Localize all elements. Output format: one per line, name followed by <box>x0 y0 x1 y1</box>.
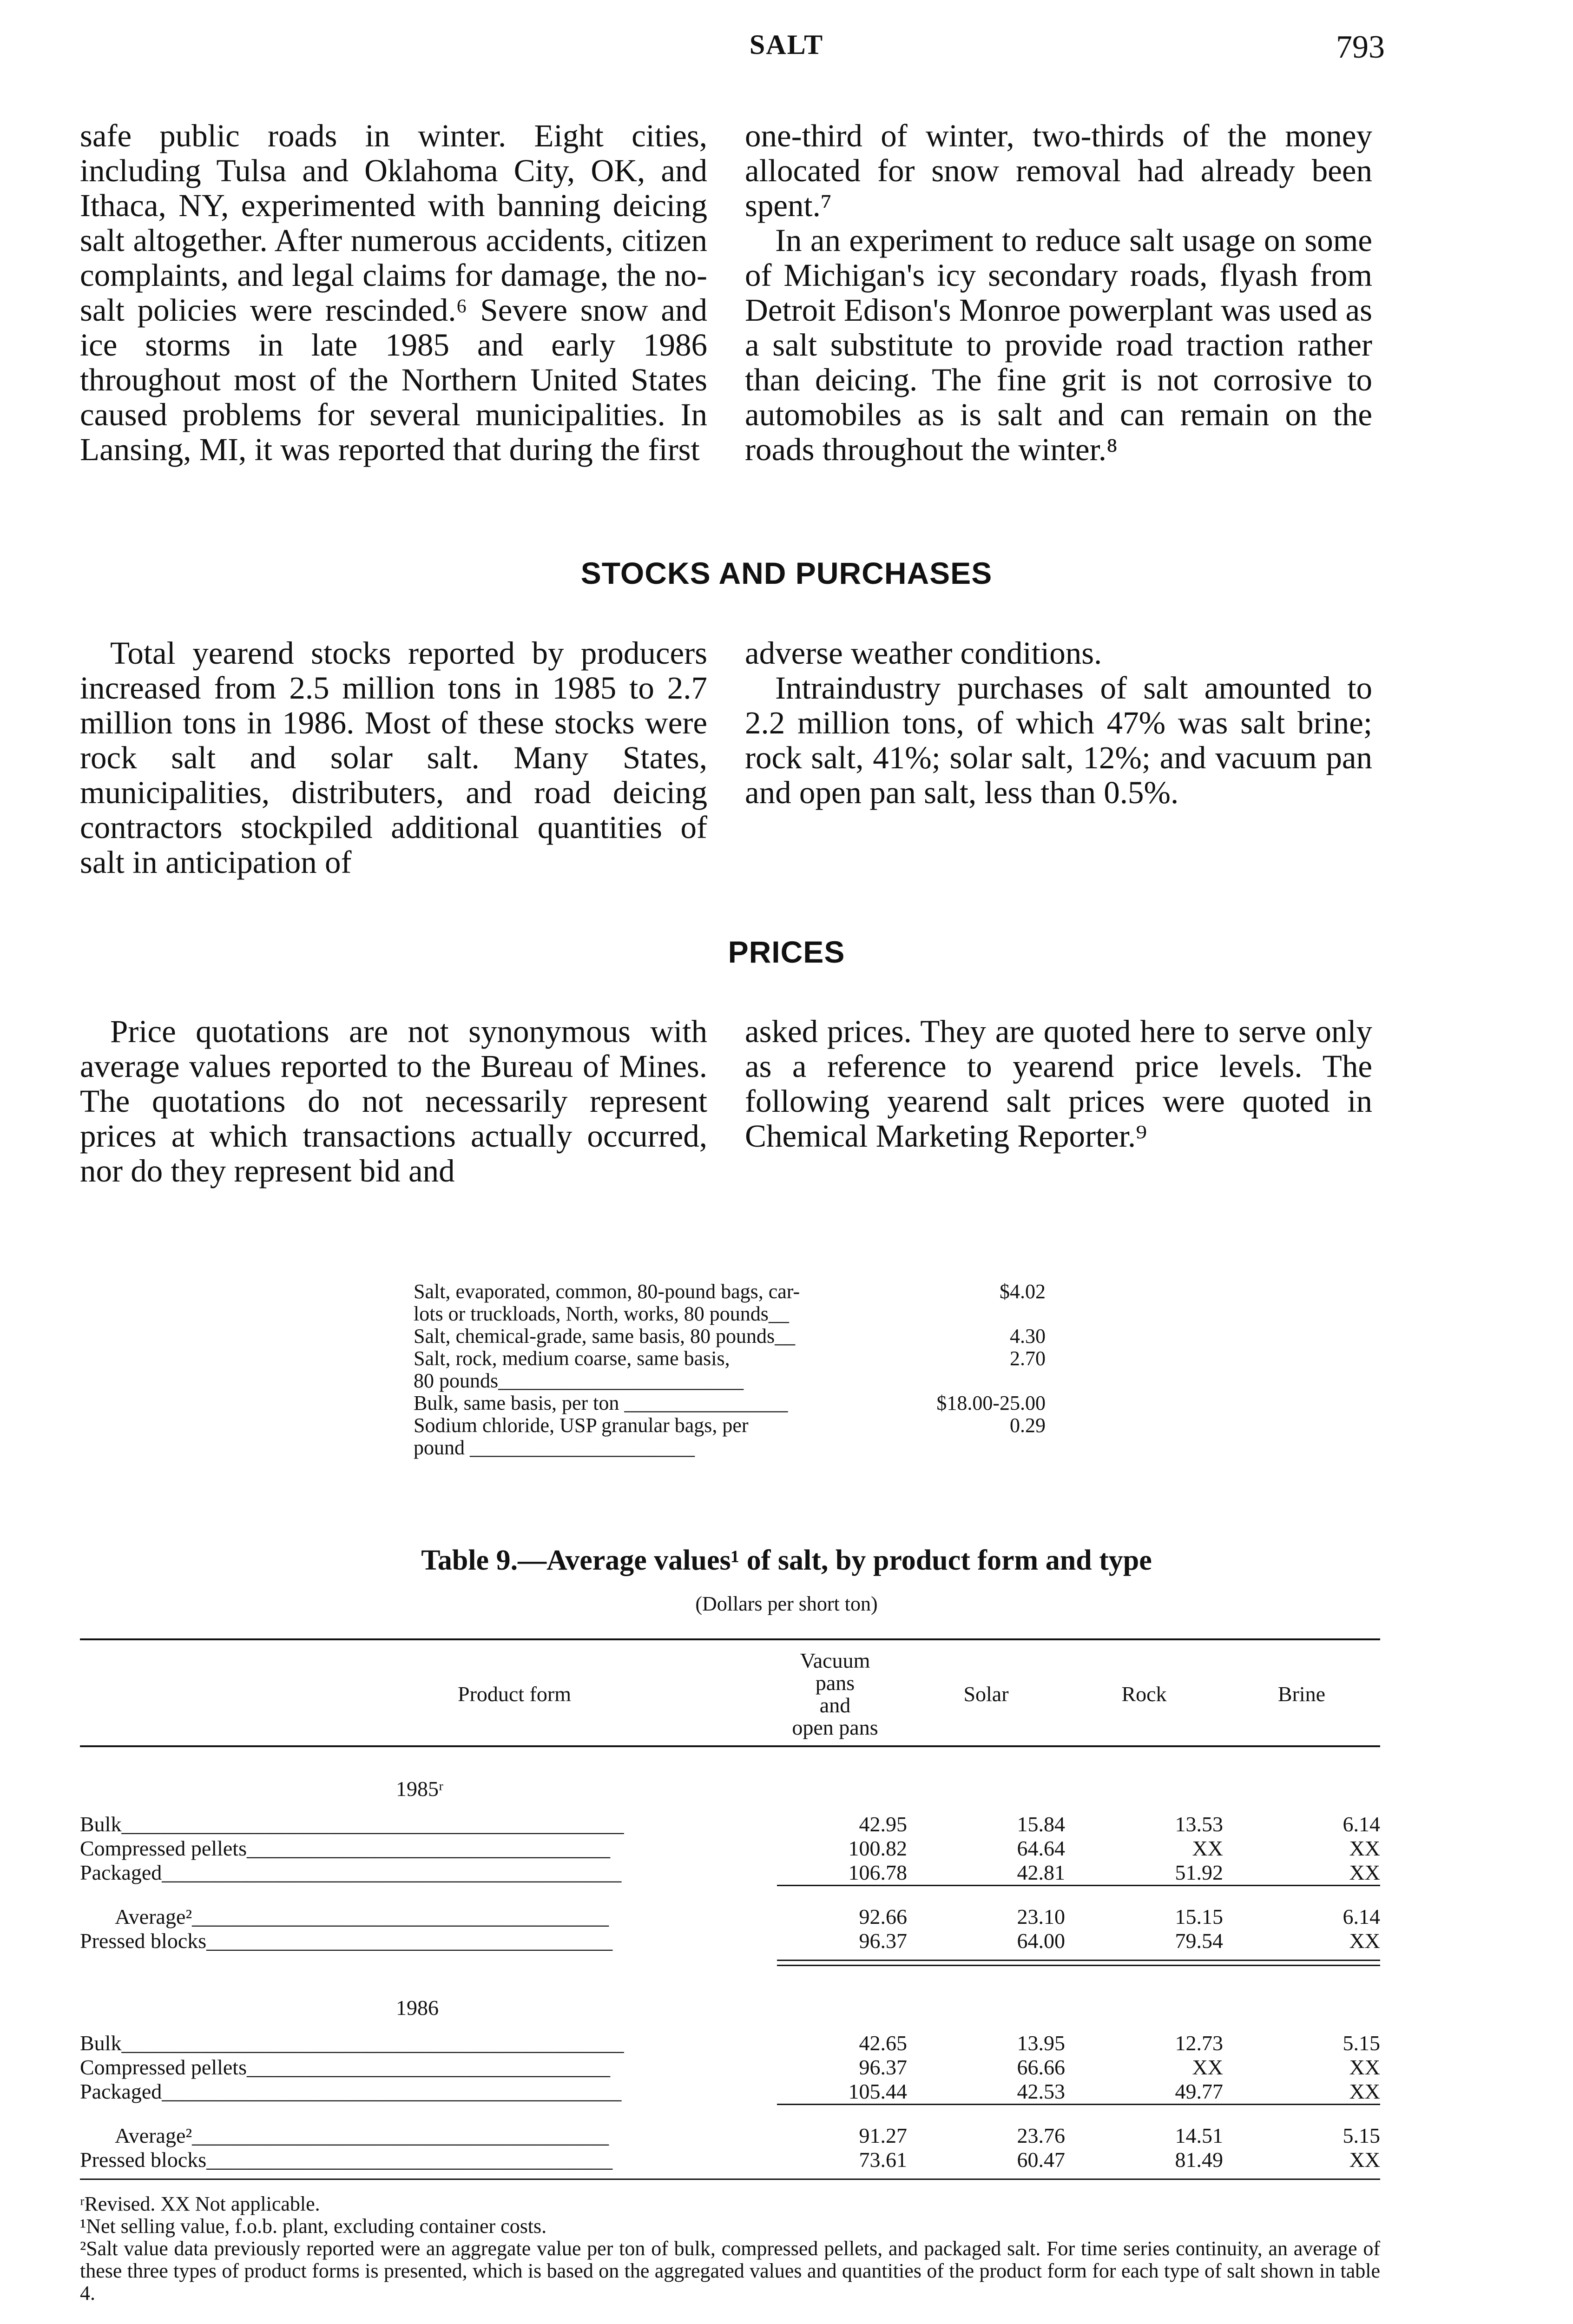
row-label: Bulk_______________________________________________ <box>80 1812 624 1836</box>
table-top-rule <box>80 1638 1380 1640</box>
stocks-heading: STOCKS AND PURCHASES <box>580 556 993 590</box>
cell-rock: 14.51 <box>1175 2124 1223 2147</box>
table-row <box>80 1861 1380 1885</box>
price-item-description: Salt, rock, medium coarse, same basis, 80 pounds________________________ <box>414 1347 744 1392</box>
cell-brine: XX <box>1349 1836 1380 1860</box>
running-title: SALT <box>749 29 824 60</box>
price-item-description: Sodium chloride, USP granular bags, per pound ______________________ <box>414 1414 749 1459</box>
cell-solar: 23.76 <box>1017 2124 1065 2147</box>
subtotal-rule <box>80 1885 1380 1886</box>
cell-rock: 81.49 <box>1175 2148 1223 2172</box>
cell-solar: 13.95 <box>1017 2031 1065 2055</box>
column-header-rock: Rock <box>1121 1682 1167 1706</box>
table-row <box>80 1812 1380 1836</box>
row-label: Packaged___________________________________________ <box>80 1861 622 1884</box>
cell-vacuum: 42.65 <box>859 2031 907 2055</box>
row-label: Packaged___________________________________________ <box>80 2080 622 2103</box>
cell-vacuum: 106.78 <box>848 1861 907 1884</box>
cell-rock: 51.92 <box>1175 1861 1223 1884</box>
year-heading-1986: 1986 <box>396 1996 439 2020</box>
cell-brine: XX <box>1349 1929 1380 1953</box>
cell-rock: 15.15 <box>1175 1905 1223 1928</box>
cell-brine: 5.15 <box>1343 2124 1380 2147</box>
price-item <box>414 1325 1046 1347</box>
table-title: Table 9.—Average values¹ of salt, by product form and type <box>421 1545 1152 1576</box>
column-header-solar: Solar <box>963 1682 1009 1706</box>
row-label: Compressed pellets__________________________________ <box>80 2055 610 2079</box>
footnote-2: ²Salt value data previously reported were an aggregate value per ton of bulk, compressed pellets, and packaged salt. For time series continuity, an average of these three types of product forms is presented, which is based on the aggregated values and quantities of the product form for each type of salt shown in table 4. <box>80 2237 1380 2304</box>
intro-left-paragraph: safe public roads in winter. Eight cities, including Tulsa and Oklahoma City, OK, and Ithaca, NY, experimented with banning deicing salt altogether. After numerous accidents, citizen complaints, and legal claims for damage, the no-salt policies were rescinded.⁶ Severe snow and ice storms in late 1985 and early 1986 throughout most of the Northern United States caused problems for several municipalities. In Lansing, MI, it was reported that during the first <box>80 118 707 467</box>
stocks-left-paragraph: Total yearend stocks reported by producers increased from 2.5 million tons in 1985 to 2.7 million tons in 1986. Most of these stocks were rock salt and solar salt. Many States, municipalities, distributers, and road deicing contractors stockpiled additional quantities of salt in anticipation of <box>80 635 707 880</box>
cell-vacuum: 96.37 <box>859 1929 907 1953</box>
cell-brine: XX <box>1349 2080 1380 2103</box>
year-heading-1985: 1985ʳ <box>396 1777 443 1801</box>
stocks-left-column <box>80 636 707 880</box>
table-row <box>80 1836 1380 1861</box>
cell-vacuum: 42.95 <box>859 1812 907 1836</box>
table-9 <box>80 1638 1380 2180</box>
cell-solar: 64.00 <box>1017 1929 1065 1953</box>
prices-heading: PRICES <box>728 935 845 969</box>
table-row-average <box>80 1905 1380 1929</box>
cell-brine: 6.14 <box>1343 1812 1380 1836</box>
intro-right-paragraph-2: In an experiment to reduce salt usage on some of Michigan's icy secondary roads, flyash from Detroit Edison's Monroe powerplant was used as a salt substitute to provide road traction rather than deicing. The fine grit is not corrosive to automobiles as is salt and can remain on the roads throughout the winter.⁸ <box>745 223 1373 467</box>
table-row-pressed-blocks <box>80 1929 1380 1953</box>
cell-brine: XX <box>1349 2148 1380 2172</box>
cell-solar: 42.53 <box>1017 2080 1065 2103</box>
table-row <box>80 2080 1380 2104</box>
cell-vacuum: 73.61 <box>859 2148 907 2172</box>
column-header-brine: Brine <box>1277 1682 1326 1706</box>
cell-solar: 42.81 <box>1017 1861 1065 1884</box>
cell-rock: XX <box>1192 2055 1223 2079</box>
cell-vacuum: 100.82 <box>848 1836 907 1860</box>
row-label: Bulk_______________________________________________ <box>80 2031 624 2055</box>
prices-left-paragraph: Price quotations are not synonymous with average values reported to the Bureau of Mines. The quotations do not necessarily represent prices at which transactions actually occurred, nor do they represent bid and <box>80 1014 707 1188</box>
row-label: Pressed blocks______________________________________ <box>80 1929 613 1953</box>
stocks-right-paragraph-2: Intraindustry purchases of salt amounted to 2.2 million tons, of which 47% was salt brine; rock salt, 41%; solar salt, 12%; and vacuum pan and open pan salt, less than 0.5%. <box>745 670 1372 810</box>
table-row <box>80 2031 1380 2055</box>
table-header <box>80 1643 1380 1747</box>
price-list <box>414 1281 1046 1459</box>
intro-right-paragraph-1: one-third of winter, two-thirds of the money allocated for snow removal had already been spent.⁷ <box>745 118 1372 223</box>
cell-solar: 23.10 <box>1017 1905 1065 1928</box>
prices-left-column <box>80 1014 707 1188</box>
subtotal-rule <box>80 2104 1380 2105</box>
price-item-value: $18.00-25.00 <box>936 1392 1046 1414</box>
price-item <box>414 1392 1046 1414</box>
row-label: Pressed blocks______________________________________ <box>80 2148 613 2172</box>
table-row-average <box>80 2124 1380 2148</box>
cell-rock: XX <box>1192 1836 1223 1860</box>
price-item-value: 2.70 <box>1010 1347 1046 1370</box>
price-item-description: Salt, chemical-grade, same basis, 80 pounds__ <box>414 1325 796 1347</box>
cell-vacuum: 96.37 <box>859 2055 907 2079</box>
page-number: 793 <box>1336 29 1385 65</box>
cell-brine: 6.14 <box>1343 1905 1380 1928</box>
table-row <box>80 2055 1380 2080</box>
footnote-1: ¹Net selling value, f.o.b. plant, excluding container costs. <box>80 2215 547 2238</box>
footnote-revised: ʳRevised. XX Not applicable. <box>80 2192 320 2215</box>
cell-brine: XX <box>1349 1861 1380 1884</box>
cell-rock: 49.77 <box>1175 2080 1223 2103</box>
row-label: Compressed pellets__________________________________ <box>80 1836 610 1860</box>
cell-rock: 79.54 <box>1175 1929 1223 1953</box>
prices-right-paragraph: asked prices. They are quoted here to serve only as a reference to yearend price levels. The following yearend salt prices were quoted in Chemical Marketing Reporter.⁹ <box>745 1014 1372 1154</box>
prices-right-column <box>745 1014 1372 1154</box>
price-item-value: $4.02 <box>1000 1280 1046 1303</box>
stocks-right-column <box>745 636 1372 810</box>
cell-vacuum: 105.44 <box>848 2080 907 2103</box>
price-item <box>414 1347 1046 1392</box>
price-item <box>414 1281 1046 1325</box>
table-row-pressed-blocks <box>80 2148 1380 2172</box>
price-item-value: 0.29 <box>1010 1414 1046 1437</box>
cell-brine: XX <box>1349 2055 1380 2079</box>
price-item-description: Bulk, same basis, per ton ________________ <box>414 1392 788 1414</box>
column-header-vacuum-pans: Vacuum pans and open pans <box>792 1649 878 1739</box>
cell-vacuum: 92.66 <box>859 1905 907 1928</box>
row-label: Average²_______________________________________ <box>115 1905 609 1928</box>
section-double-rule <box>80 1960 1380 1966</box>
table-footnotes <box>80 2193 1380 2304</box>
cell-vacuum: 91.27 <box>859 2124 907 2147</box>
price-item-value: 4.30 <box>1010 1325 1046 1347</box>
cell-rock: 12.73 <box>1175 2031 1223 2055</box>
intro-right-column <box>745 119 1372 467</box>
intro-left-column <box>80 119 707 467</box>
cell-rock: 13.53 <box>1175 1812 1223 1836</box>
price-item-description: Salt, evaporated, common, 80-pound bags, car- lots or truckloads, North, works, 80 pounds__ <box>414 1280 800 1325</box>
cell-brine: 5.15 <box>1343 2031 1380 2055</box>
cell-solar: 64.64 <box>1017 1836 1065 1860</box>
cell-solar: 66.66 <box>1017 2055 1065 2079</box>
stocks-right-paragraph-1: adverse weather conditions. <box>745 635 1102 671</box>
cell-solar: 15.84 <box>1017 1812 1065 1836</box>
price-item <box>414 1414 1046 1459</box>
cell-solar: 60.47 <box>1017 2148 1065 2172</box>
row-label: Average²_______________________________________ <box>115 2124 609 2147</box>
table-bottom-rule <box>80 2179 1380 2180</box>
column-header-product-form: Product form <box>457 1682 571 1706</box>
table-unit: (Dollars per short ton) <box>695 1592 878 1615</box>
